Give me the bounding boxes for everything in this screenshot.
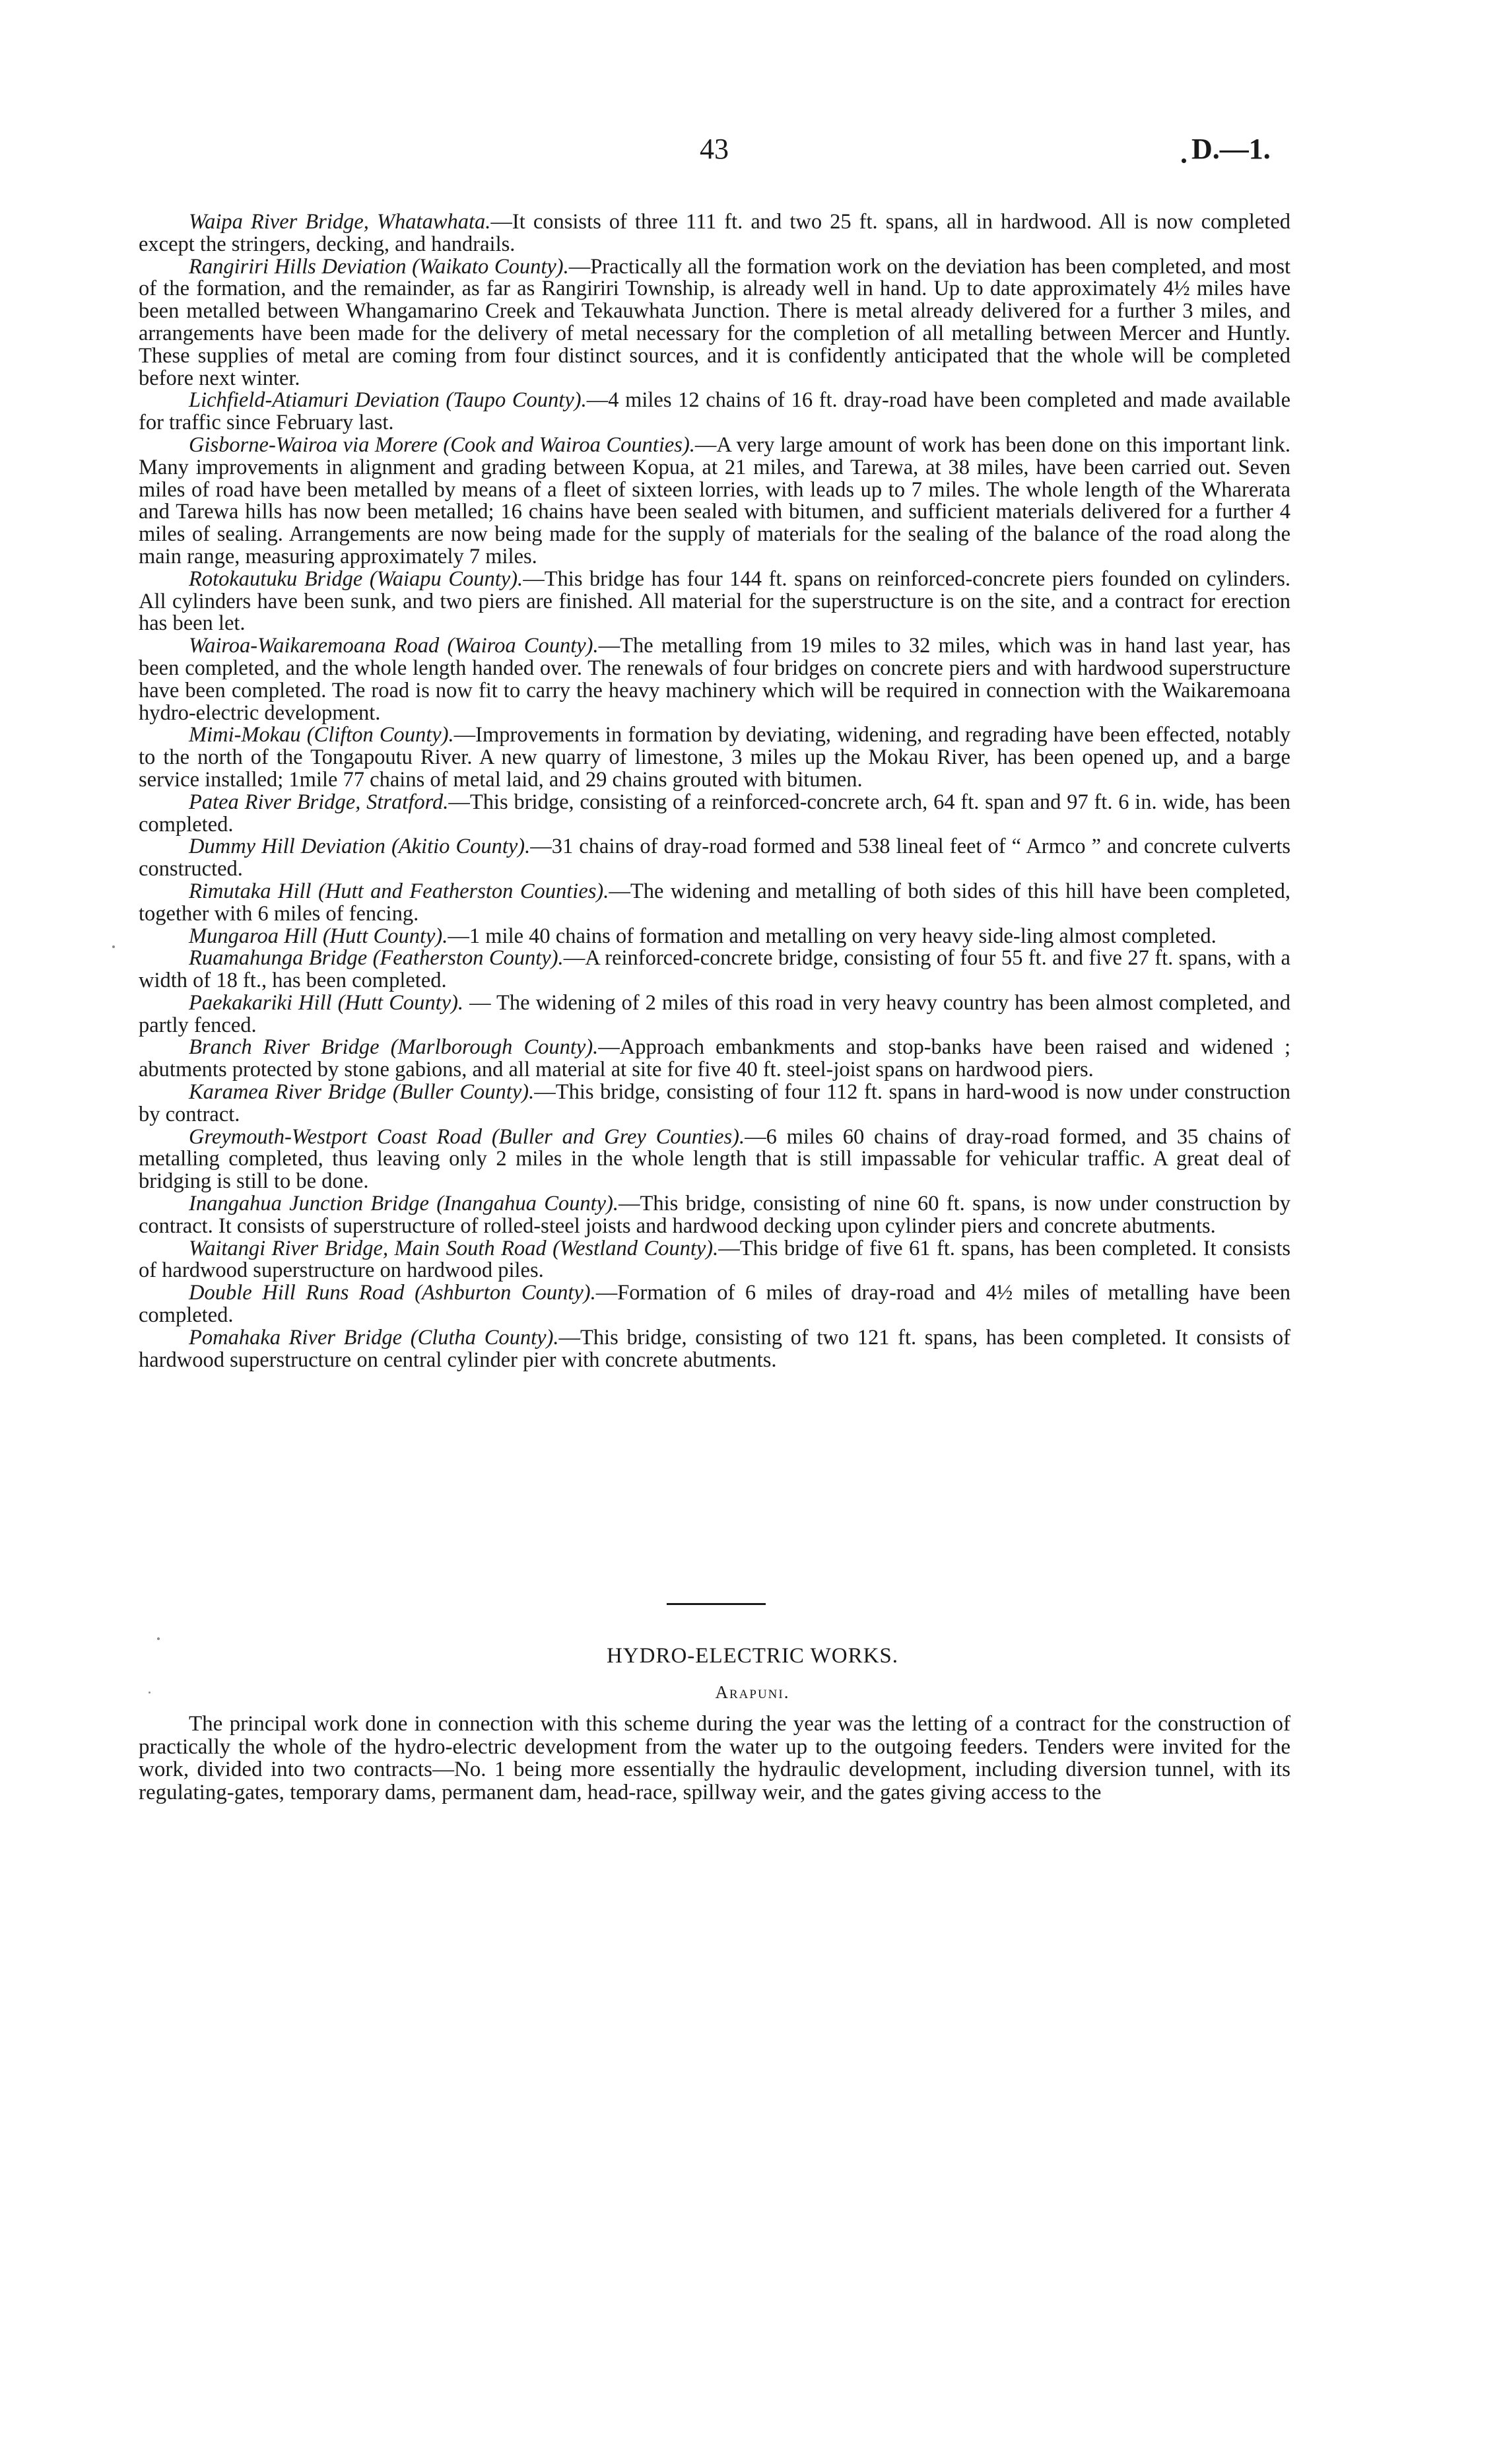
entry-text: —The widening and metalling of both sides of this hill have been completed, together with 6 miles of fencing.: [139, 879, 1290, 926]
entry-text: —Improvements in formation by deviating, widening, and regrading have been effected, notably to the north of the Tongapoutu River. A new quarry of limestone, 3 miles up the Mokau River, has been opened up, and a barge service installed; 1mile 77 chains of metal laid, and 29 chains grouted with bitumen.: [139, 723, 1290, 792]
section-subtitle: Arapuni.: [715, 1682, 790, 1702]
document-reference: D.—1.: [1191, 133, 1271, 165]
entry-heading: Waipa River Bridge, Whatawhata.: [189, 210, 491, 234]
scan-speck: [157, 1637, 160, 1640]
entry-text: —The metalling from 19 miles to 32 miles, which was in hand last year, has been completed, and the whole length handed over. The renewals of four bridges on concrete piers and with hardwood superstructure have been completed. The road is now fit to carry the heavy machinery which will be required in connection with the Waikaremoana hydro-electric development.: [139, 634, 1290, 725]
entry-heading: Gisborne-Wairoa via Morere (Cook and Wairoa Counties).: [189, 432, 695, 457]
entry-text: —A reinforced-concrete bridge, consisting of four 55 ft. and five 27 ft. spans, with a width of 18 ft., has been completed.: [139, 946, 1290, 993]
entry-paragraph: [139, 947, 1290, 992]
entry-paragraph: [139, 390, 1290, 434]
entry-heading: Double Hill Runs Road (Ashburton County).: [189, 1281, 596, 1305]
entry-heading: Ruamahunga Bridge (Featherston County).: [189, 946, 564, 971]
hydro-body: [139, 1713, 1290, 1804]
entry-heading: Rimutaka Hill (Hutt and Featherston Counties).: [189, 879, 609, 903]
entry-text: —6 miles 60 chains of dray-road formed, and 35 chains of metalling completed, thus leaving only 2 miles in the whole length that is still impassable for vehicular traffic. A great deal of bridging is still to be done.: [139, 1124, 1290, 1194]
entry-paragraph: [139, 1037, 1290, 1081]
scan-speck: [112, 945, 115, 948]
entry-heading: Greymouth-Westport Coast Road (Buller and Grey Counties).: [189, 1124, 745, 1149]
entry-heading: Branch River Bridge (Marlborough County).: [189, 1035, 599, 1060]
entry-heading: Waitangi River Bridge, Main South Road (Westland County).: [189, 1236, 719, 1260]
entry-text: —31 chains of dray-road formed and 538 lineal feet of “ Armco ” and concrete culverts constructed.: [139, 835, 1291, 881]
hydro-paragraph: The principal work done in connection with this scheme during the year was the letting of a contract for the construction of practically the whole of the hydro-electric development from the water up to the outgoing feeders. Tenders were invited for the work, divided into two contracts—No. 1 being more essentially the hydraulic development, including diversion tunnel, with its regulating-gates, temporary dams, permanent dam, head-race, spillway weir, and the gates giving access to the: [139, 1712, 1290, 1804]
entry-heading: Mungaroa Hill (Hutt County).: [189, 924, 448, 948]
entry-heading: Pomahaka River Bridge (Clutha County).: [189, 1325, 559, 1350]
entry-paragraph: [139, 881, 1290, 926]
entry-paragraph: [139, 434, 1290, 568]
entry-heading: Lichfield-Atiamuri Deviation (Taupo County).: [189, 388, 587, 413]
section-title: HYDRO-ELECTRIC WORKS.: [606, 1644, 899, 1668]
entry-heading: Karamea River Bridge (Buller County).: [189, 1080, 535, 1105]
bullet-dot: [1182, 158, 1186, 163]
entry-heading: Patea River Bridge, Stratford.: [189, 790, 449, 814]
entry-heading: Rotokautuku Bridge (Waiapu County).: [189, 566, 523, 591]
entry-heading: Wairoa-Waikaremoana Road (Wairoa County).: [189, 634, 599, 658]
entry-paragraph: [139, 256, 1290, 390]
entry-paragraph: [139, 792, 1290, 837]
entry-paragraph: [139, 724, 1290, 791]
entry-paragraph: [139, 1282, 1290, 1327]
report-entries: [139, 211, 1290, 1371]
entry-paragraph: [139, 926, 1290, 948]
entry-heading: Dummy Hill Deviation (Akitio County).: [189, 835, 531, 859]
entry-text: —It consists of three 111 ft. and two 25 ft. spans, all in hardwood. All is now completed except the stringers, decking, and handrails.: [139, 210, 1290, 256]
entry-text: — The widening of 2 miles of this road in very heavy country has been almost completed, and partly fenced.: [139, 990, 1290, 1037]
entry-text: —This bridge, consisting of a reinforced-concrete arch, 64 ft. span and 97 ft. 6 in. wide, has been completed.: [139, 790, 1290, 837]
entry-text: —This bridge, consisting of two 121 ft. spans, has been completed. It consists of hardwood superstructure on central cylinder pier with concrete abutments.: [139, 1325, 1290, 1372]
page-number: 43: [700, 133, 729, 165]
entry-paragraph: [139, 1126, 1290, 1193]
entry-text: —1 mile 40 chains of formation and metalling on very heavy side-ling almost completed.: [448, 924, 1217, 948]
entry-paragraph: [139, 836, 1290, 881]
entry-text: —Practically all the formation work on the deviation has been completed, and most of the formation, and the remainder, as far as Rangiriri Township, is already well in hand. Up to date approximately 4½ miles have been metalled between Whangamarino Creek and Tekauwhata Junction. There is metal already delivered for a further 3 miles, and arrangements have been made for the delivery of metal necessary for the completion of all metalling between Mercer and Huntly. These supplies of metal are coming from four distinct sources, and it is confidently anticipated that the whole will be completed before next winter.: [139, 254, 1290, 390]
entry-text: —A very large amount of work has been done on this important link. Many improvements in alignment and grading between Kopua, at 21 miles, and Tarewa, at 38 miles, have been carried out. Seven miles of road have been metalled by means of a fleet of sixteen lorries, with leads up to 7 miles. The whole length of the Wharerata and Tarewa hills has now been metalled; 16 chains have been sealed with bitumen, and sufficient materials delivered for a further 4 miles of sealing. Arrangements are now being made for the supply of materials for the sealing of the balance of the road along the main range, measuring approximately 7 miles.: [139, 432, 1290, 568]
entry-paragraph: [139, 992, 1290, 1037]
entry-heading: Paekakariki Hill (Hutt County).: [189, 990, 464, 1015]
entry-paragraph: [139, 568, 1290, 635]
entry-paragraph: [139, 1193, 1290, 1238]
entry-text: —This bridge, consisting of nine 60 ft. spans, is now under construction by contract. It consists of superstructure of rolled-steel joists and hardwood decking upon cylinder piers and concrete abutments.: [139, 1192, 1290, 1238]
entry-text: —Formation of 6 miles of dray-road and 4½ miles of metalling have been completed.: [139, 1281, 1290, 1328]
section-divider: [667, 1603, 766, 1605]
entry-text: —This bridge has four 144 ft. spans on reinforced-concrete piers founded on cylinders. All cylinders have been sunk, and two piers are finished. All material for the superstructure is on the site, and a contract for erection has been let.: [139, 566, 1290, 636]
entry-text: —This bridge of five 61 ft. spans, has been completed. It consists of hardwood superstructure on hardwood piles.: [139, 1236, 1290, 1283]
entry-paragraph: [139, 211, 1290, 256]
scan-speck: [149, 1692, 150, 1694]
page-header: [0, 132, 1505, 178]
entry-text: —4 miles 12 chains of 16 ft. dray-road have been completed and made available for traffic since February last.: [139, 388, 1291, 435]
entry-heading: Rangiriri Hills Deviation (Waikato County).: [189, 254, 569, 279]
entry-text: —Approach embankments and stop-banks have been raised and widened ; abutments protected by stone gabions, and all material at site for five 40 ft. steel-joist spans on hardwood piers.: [139, 1035, 1290, 1082]
entry-paragraph: [139, 1238, 1290, 1283]
entry-paragraph: [139, 1327, 1290, 1372]
entry-heading: Inangahua Junction Bridge (Inangahua County).: [189, 1192, 619, 1216]
entry-paragraph: [139, 1081, 1290, 1126]
entry-text: —This bridge, consisting of four 112 ft. spans in hard-wood is now under construction by contract.: [139, 1080, 1290, 1126]
entry-paragraph: [139, 635, 1290, 724]
entry-heading: Mimi-Mokau (Clifton County).: [189, 723, 454, 747]
